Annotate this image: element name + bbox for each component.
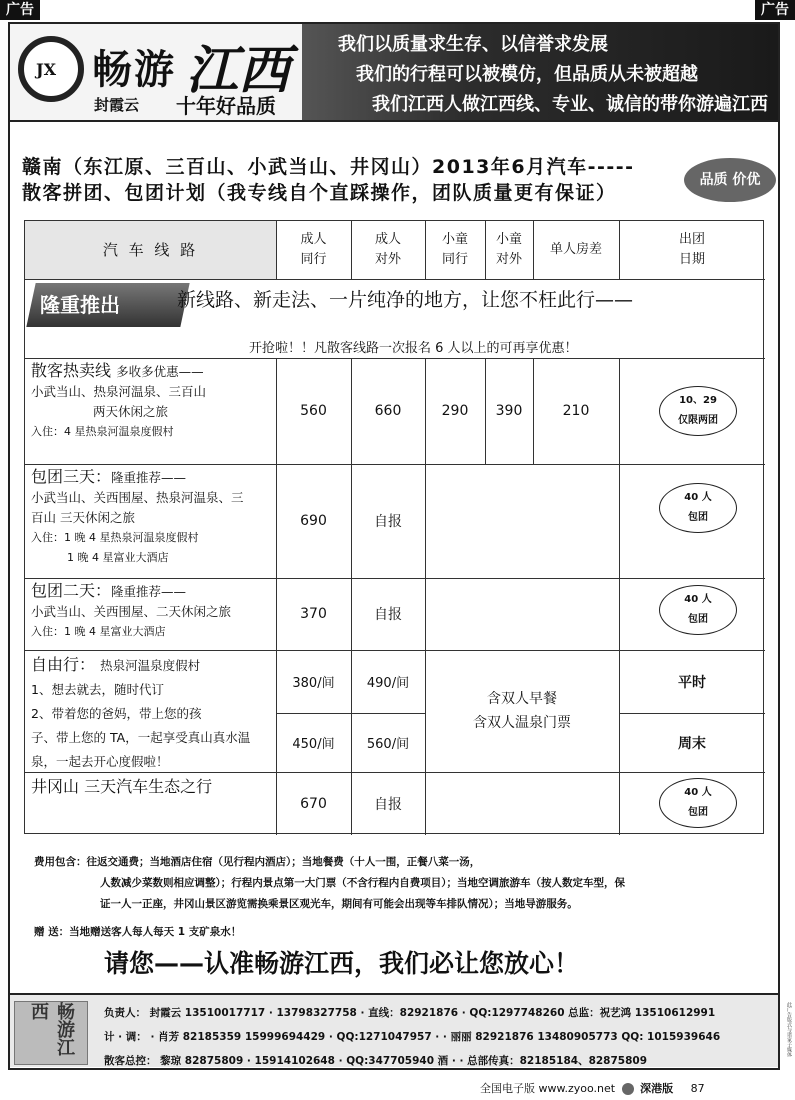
price-weekend-peer: 450/间 <box>292 737 335 752</box>
page-title: 赣南（东江原、三百山、小武当山、井冈山）2013年6月汽车----- <box>22 156 635 178</box>
price-adult-public: 自报 <box>374 607 402 623</box>
contact-line: 散客总控： 黎琼 82875809 · 15914102648 · QQ:347705940 酒 · · 总部传真：82185184、82875809 <box>104 1055 648 1067</box>
weekday-label: 平时 <box>678 674 706 691</box>
price-adult-peer: 370 <box>300 606 327 622</box>
promo-tag: 隆重推出 <box>26 283 189 327</box>
price-adult-peer: 560 <box>300 403 327 419</box>
departure-oval: 40 人 包团 <box>659 778 737 828</box>
header-child-public: 小童 对外 <box>495 232 522 267</box>
banner <box>10 24 778 122</box>
price-weekend-public: 560/间 <box>366 737 410 752</box>
edition-icon <box>622 1083 634 1095</box>
departure-oval: 40 人 包团 <box>659 585 737 635</box>
promo-offer: 开抢啦！！凡散客线路一次报名 6 人以上的可再享优惠！ <box>249 341 578 356</box>
logo-circle-icon: JX <box>18 36 84 102</box>
slogan-panel <box>302 24 778 120</box>
includes-cell: 含双人早餐 含双人温泉门票 <box>473 691 571 731</box>
contact-line: 负责人： 封霞云 13510017717 · 13798327758 · 直线：82921876 · QQ:1297748260 总监：祝艺鸿 13510612991 <box>104 1007 716 1019</box>
price-adult-public: 自报 <box>374 796 402 813</box>
weekend-label: 周末 <box>678 735 706 752</box>
logo <box>10 24 302 120</box>
route-cell: 散客热卖线 多收多优惠—— 小武当山、热泉河温泉、三百山 两天休闲之旅 入住：4 星热泉河温泉度假村 <box>31 361 207 438</box>
side-note: 此广告版式与诸家子媒体 <box>786 1002 792 1057</box>
logo-tagline: 十年好品质 <box>176 94 276 118</box>
price-child-public: 390 <box>495 403 523 419</box>
page-footer: 全国电子版 www.zyoo.net 深港版 87 <box>480 1082 705 1095</box>
contact-panel <box>10 993 778 1067</box>
header-route: 汽 车 线 路 <box>102 241 199 259</box>
departure-oval: 10、29 仅限两团 <box>659 386 737 436</box>
quality-badge: 品质 价优 <box>684 158 776 202</box>
slogan: 我们以质量求生存、以信誉求发展 <box>338 34 608 55</box>
ad-label-left: 广告 <box>0 0 40 20</box>
route-cell: 井冈山 三天汽车生态之行 <box>31 777 213 796</box>
page-subtitle: 散客拼团、包团计划（我专线自个直踩操作，团队质量更有保证） <box>22 182 617 204</box>
header-adult-public: 成人 对外 <box>374 232 401 267</box>
header-child-peer: 小童 同行 <box>441 232 468 267</box>
seal-stamp: 畅游江西 <box>14 1001 88 1065</box>
price-single-room: 210 <box>562 403 590 419</box>
slogan: 我们的行程可以被模仿，但品质从未被超越 <box>356 64 698 85</box>
fees-label: 费用包含： <box>34 856 87 868</box>
route-cell: 包团二天：隆重推荐—— 小武当山、关西围屋、二天休闲之旅 入住：1 晚 4 星富业大酒店 <box>31 581 232 638</box>
price-adult-peer: 670 <box>300 795 327 812</box>
gift-note: 赠 送：当地赠送客人每人每天 1 支矿泉水！ <box>34 926 242 938</box>
price-weekday-peer: 380/间 <box>292 676 335 691</box>
price-adult-peer: 690 <box>300 513 327 529</box>
fees-included: 费用包含：往返交通费；当地酒店住宿（见行程内酒店）；当地餐费（十人一围，正餐八菜一汤， 人数减少菜数则相应调整）；行程内景点第一大门票（不含行程内自费项目）；当地空调旅游车（按人数定车型，保 证一人一正座，井冈山景区游览需换乘景区观光车，期间有可能会出现等车排队情况）；当地导游服务。 <box>34 856 625 910</box>
header-single-room: 单人房差 <box>549 242 602 257</box>
promo-headline: 新线路、新走法、一片纯净的地方，让您不枉此行—— <box>177 289 634 311</box>
route-cell: 自由行： 热泉河温泉度假村 1、想去就去，随时代订 2、带着您的爸妈，带上您的孩 子、带上您的 TA，一起享受真山真水温 泉，一起去开心度假啦！ <box>31 655 251 769</box>
logo-person: 封霞云 <box>94 96 140 114</box>
price-table <box>24 220 764 834</box>
logo-name: 畅游 <box>92 46 176 93</box>
price-adult-public: 660 <box>374 403 402 419</box>
trust-slogan: 请您——认准畅游江西，我们必让您放心！ <box>104 949 580 978</box>
slogan: 我们江西人做江西线、专业、诚信的带你游遍江西 <box>372 94 768 115</box>
header-departure: 出团 日期 <box>678 232 705 267</box>
price-child-peer: 290 <box>441 403 469 419</box>
contact-line: 计 · 调： · 肖芳 82185359 15999694429 · QQ:1271047957 · · 丽丽 82921876 13480905773 QQ: 1015939646 <box>104 1031 721 1043</box>
ad-label-right: 广告 <box>755 0 795 20</box>
price-weekday-public: 490/间 <box>366 676 410 691</box>
logo-region: 江西 <box>186 40 291 101</box>
route-cell: 包团三天：隆重推荐—— 小武当山、关西围屋、热泉河温泉、三 百山 三天休闲之旅 入住：1 晚 4 星热泉河温泉度假村 1 晚 4 星富业大酒店 <box>31 467 244 564</box>
header-adult-peer: 成人 同行 <box>300 232 327 267</box>
price-adult-public: 自报 <box>374 514 402 530</box>
departure-oval: 40 人 包团 <box>659 483 737 533</box>
